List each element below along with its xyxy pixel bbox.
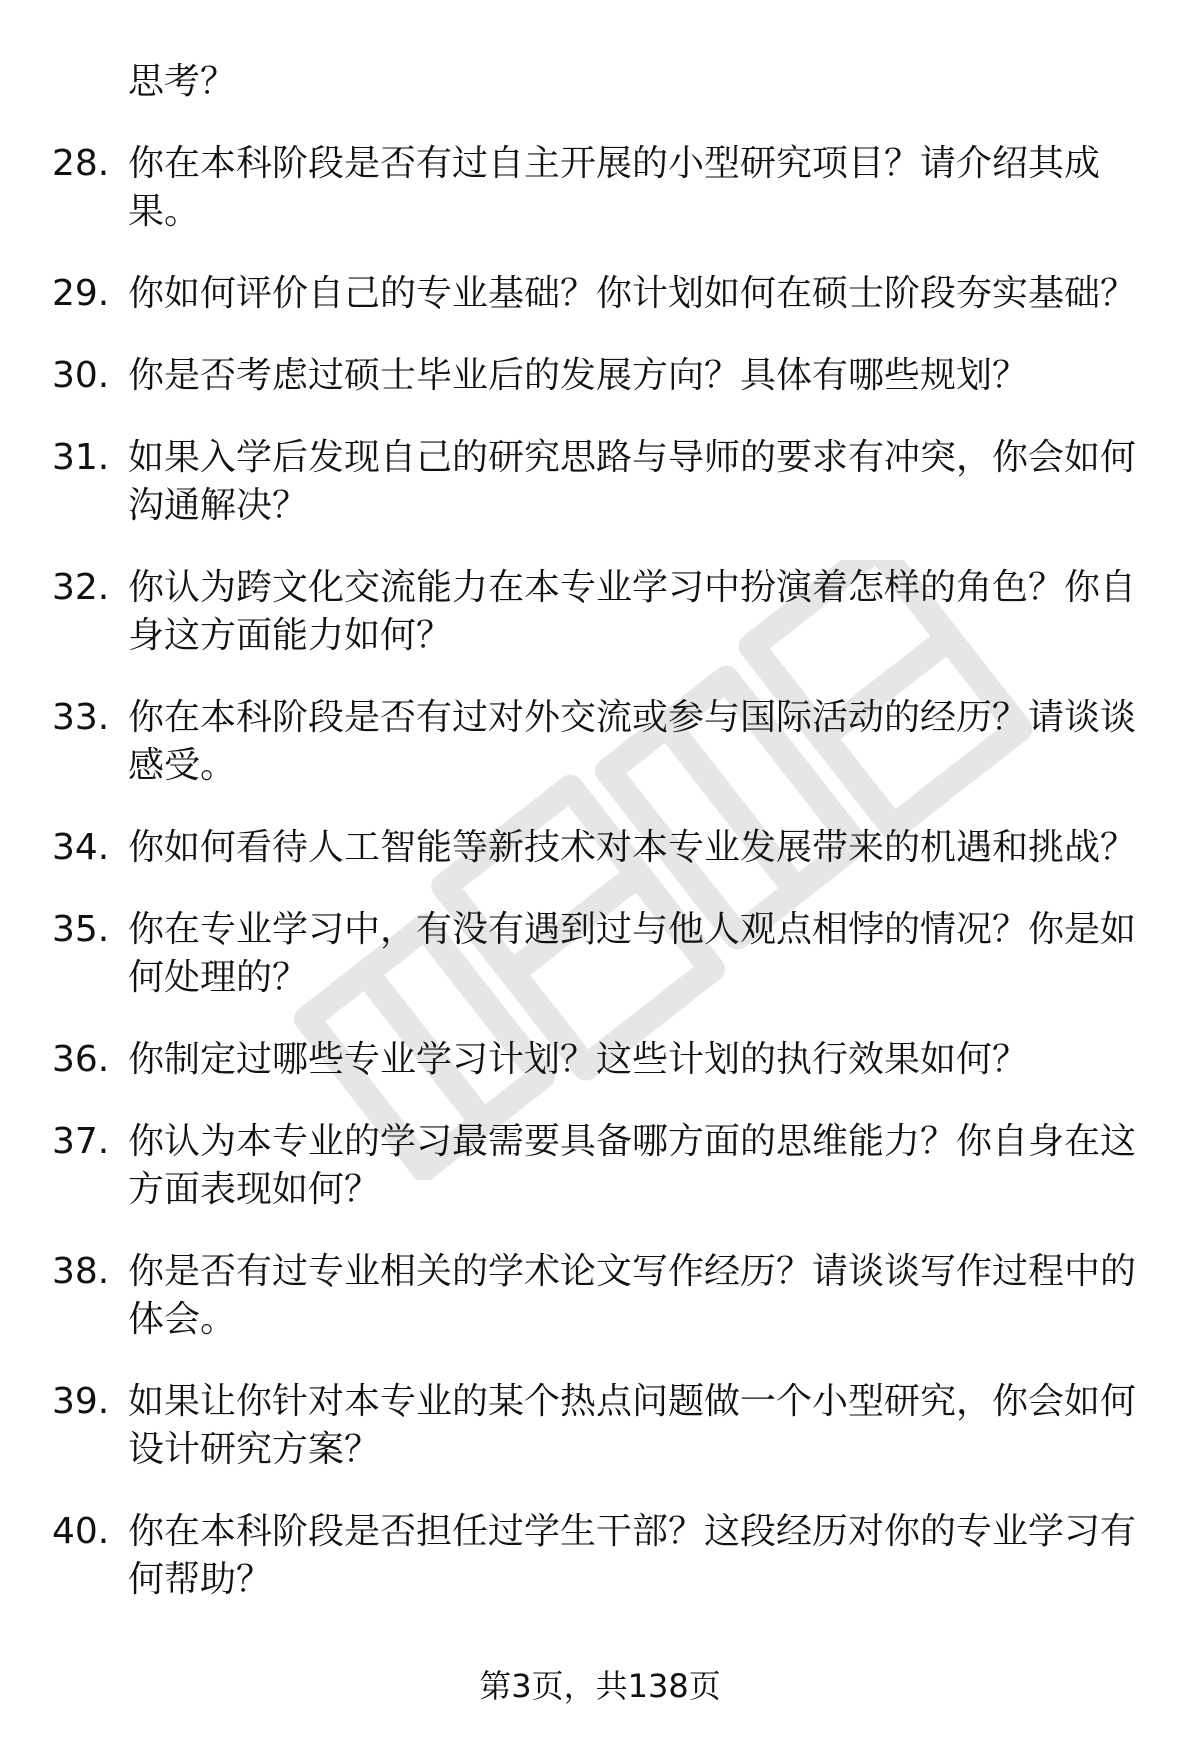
page-footer: 第3页，共138页: [479, 1667, 721, 1705]
question-number: 35.: [52, 909, 110, 950]
continuation-text: 思考？: [128, 61, 237, 102]
question-item: [0, 140, 1200, 236]
question-item: [0, 824, 1200, 872]
question-content: [0, 58, 1200, 1638]
question-item: [0, 1248, 1200, 1344]
question-text: 你在本科阶段是否有过对外交流或参与国际活动的经历？请谈谈感受。: [128, 697, 1137, 786]
question-number: 36.: [52, 1039, 110, 1080]
question-number: 38.: [52, 1251, 110, 1292]
question-text: 你认为跨文化交流能力在本专业学习中扮演着怎样的角色？你自身这方面能力如何？: [128, 567, 1137, 656]
question-number: 29.: [52, 273, 110, 314]
question-number: 31.: [52, 437, 110, 478]
question-item: [0, 694, 1200, 790]
question-text: 你如何评价自己的专业基础？你计划如何在硕士阶段夯实基础？: [128, 273, 1137, 314]
question-text: 你是否有过专业相关的学术论文写作经历？请谈谈写作过程中的体会。: [128, 1251, 1137, 1340]
question-item: [0, 434, 1200, 530]
question-item: [0, 1118, 1200, 1214]
question-text: 你在专业学习中，有没有遇到过与他人观点相悖的情况？你是如何处理的？: [128, 909, 1137, 998]
question-number: 37.: [52, 1121, 110, 1162]
question-item: [0, 906, 1200, 1002]
question-item: [0, 1378, 1200, 1474]
question-text: 你在本科阶段是否担任过学生干部？这段经历对你的专业学习有何帮助？: [128, 1511, 1137, 1600]
question-text: 你认为本专业的学习最需要具备哪方面的思维能力？你自身在这方面表现如何？: [128, 1121, 1137, 1210]
question-number: 32.: [52, 567, 110, 608]
question-text: 如果入学后发现自己的研究思路与导师的要求有冲突，你会如何沟通解决？: [128, 437, 1137, 526]
question-number: 34.: [52, 827, 110, 868]
question-item: [0, 1508, 1200, 1604]
question-text: 你在本科阶段是否有过自主开展的小型研究项目？请介绍其成果。: [128, 143, 1101, 232]
question-text: 你如何看待人工智能等新技术对本专业发展带来的机遇和挑战？: [128, 827, 1137, 868]
question-number: 28.: [52, 143, 110, 184]
question-item: [0, 564, 1200, 660]
question-item: [0, 270, 1200, 318]
question-item: [0, 1036, 1200, 1084]
question-list: [0, 140, 1200, 1604]
question-number: 30.: [52, 355, 110, 396]
question-text: 你制定过哪些专业学习计划？这些计划的执行效果如何？: [128, 1039, 1029, 1080]
question-item: [0, 352, 1200, 400]
question-number: 39.: [52, 1381, 110, 1422]
question-text: 如果让你针对本专业的某个热点问题做一个小型研究，你会如何设计研究方案？: [128, 1381, 1137, 1470]
question-number: 33.: [52, 697, 110, 738]
question-text: 你是否考虑过硕士毕业后的发展方向？具体有哪些规划？: [128, 355, 1029, 396]
question-number: 40.: [52, 1511, 110, 1552]
